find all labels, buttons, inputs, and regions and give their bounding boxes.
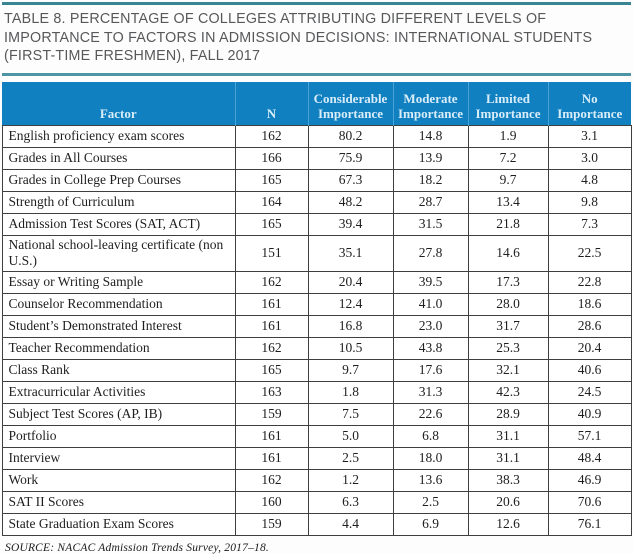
- moderate-importance-cell: 27.8: [393, 235, 468, 271]
- considerable-importance-cell: 4.4: [308, 513, 393, 535]
- considerable-importance-cell: 1.8: [308, 381, 393, 403]
- moderate-importance-cell: 43.8: [393, 337, 468, 359]
- no-importance-cell: 57.1: [548, 425, 631, 447]
- n-cell: 162: [235, 125, 308, 147]
- limited-importance-cell: 38.3: [468, 469, 548, 491]
- table-row: [2, 447, 631, 469]
- n-cell: 159: [235, 403, 308, 425]
- moderate-importance-cell: 17.6: [393, 359, 468, 381]
- factor-cell: Extracurricular Activities: [2, 381, 235, 403]
- admissions-factors-table: [2, 82, 632, 536]
- considerable-importance-cell: 16.8: [308, 315, 393, 337]
- no-importance-cell: 24.5: [548, 381, 631, 403]
- n-cell: 164: [235, 191, 308, 213]
- table-row: [2, 147, 631, 169]
- column-header-moderate-importance: Moderate Importance: [393, 82, 468, 126]
- moderate-importance-cell: 22.6: [393, 403, 468, 425]
- limited-importance-cell: 25.3: [468, 337, 548, 359]
- moderate-importance-cell: 41.0: [393, 293, 468, 315]
- factor-cell: National school-leaving certificate (non U.S.): [2, 235, 235, 271]
- header-row: [2, 82, 631, 126]
- table-row: [2, 469, 631, 491]
- considerable-importance-cell: 67.3: [308, 169, 393, 191]
- factor-cell: State Graduation Exam Scores: [2, 513, 235, 535]
- limited-importance-cell: 31.1: [468, 447, 548, 469]
- column-header-considerable-importance: Considerable Importance: [308, 82, 393, 126]
- limited-importance-cell: 9.7: [468, 169, 548, 191]
- factor-cell: Class Rank: [2, 359, 235, 381]
- n-cell: 161: [235, 293, 308, 315]
- no-importance-cell: 9.8: [548, 191, 631, 213]
- table-row: [2, 425, 631, 447]
- no-importance-cell: 46.9: [548, 469, 631, 491]
- limited-importance-cell: 31.7: [468, 315, 548, 337]
- factor-cell: Portfolio: [2, 425, 235, 447]
- table-row: [2, 191, 631, 213]
- considerable-importance-cell: 9.7: [308, 359, 393, 381]
- n-cell: 151: [235, 235, 308, 271]
- no-importance-cell: 3.1: [548, 125, 631, 147]
- factor-cell: English proficiency exam scores: [2, 125, 235, 147]
- column-header-factor: Factor: [2, 82, 235, 126]
- limited-importance-cell: 21.8: [468, 213, 548, 235]
- factor-cell: Strength of Curriculum: [2, 191, 235, 213]
- moderate-importance-cell: 23.0: [393, 315, 468, 337]
- considerable-importance-cell: 5.0: [308, 425, 393, 447]
- moderate-importance-cell: 6.8: [393, 425, 468, 447]
- factor-cell: SAT II Scores: [2, 491, 235, 513]
- no-importance-cell: 48.4: [548, 447, 631, 469]
- n-cell: 162: [235, 271, 308, 293]
- top-divider: [2, 2, 631, 5]
- table-row: [2, 315, 631, 337]
- considerable-importance-cell: 75.9: [308, 147, 393, 169]
- n-cell: 159: [235, 513, 308, 535]
- table-body: [2, 125, 631, 535]
- n-cell: 165: [235, 359, 308, 381]
- no-importance-cell: 18.6: [548, 293, 631, 315]
- title-divider: [2, 73, 631, 76]
- considerable-importance-cell: 6.3: [308, 491, 393, 513]
- moderate-importance-cell: 28.7: [393, 191, 468, 213]
- factor-cell: Teacher Recommendation: [2, 337, 235, 359]
- moderate-importance-cell: 39.5: [393, 271, 468, 293]
- no-importance-cell: 40.9: [548, 403, 631, 425]
- n-cell: 161: [235, 447, 308, 469]
- considerable-importance-cell: 2.5: [308, 447, 393, 469]
- factor-cell: Student’s Demonstrated Interest: [2, 315, 235, 337]
- n-cell: 166: [235, 147, 308, 169]
- limited-importance-cell: 17.3: [468, 271, 548, 293]
- n-cell: 165: [235, 213, 308, 235]
- limited-importance-cell: 28.0: [468, 293, 548, 315]
- considerable-importance-cell: 35.1: [308, 235, 393, 271]
- moderate-importance-cell: 18.2: [393, 169, 468, 191]
- no-importance-cell: 76.1: [548, 513, 631, 535]
- table-row: [2, 337, 631, 359]
- factor-cell: Essay or Writing Sample: [2, 271, 235, 293]
- column-header-limited-importance: Limited Importance: [468, 82, 548, 126]
- moderate-importance-cell: 31.3: [393, 381, 468, 403]
- moderate-importance-cell: 13.9: [393, 147, 468, 169]
- factor-cell: Grades in All Courses: [2, 147, 235, 169]
- no-importance-cell: 4.8: [548, 169, 631, 191]
- limited-importance-cell: 12.6: [468, 513, 548, 535]
- document-page: [0, 2, 633, 554]
- no-importance-cell: 7.3: [548, 213, 631, 235]
- factor-cell: Grades in College Prep Courses: [2, 169, 235, 191]
- moderate-importance-cell: 18.0: [393, 447, 468, 469]
- no-importance-cell: 20.4: [548, 337, 631, 359]
- no-importance-cell: 40.6: [548, 359, 631, 381]
- column-header-n: N: [235, 82, 308, 126]
- no-importance-cell: 28.6: [548, 315, 631, 337]
- no-importance-cell: 3.0: [548, 147, 631, 169]
- table-title: TABLE 8. PERCENTAGE OF COLLEGES ATTRIBUTING DIFFERENT LEVELS OF IMPORTANCE TO FACTORS IN ADMISSION DECISIONS: INTERNATIONAL STUDENTS (FIRST-TIME FRESHMEN), FALL 2017: [4, 11, 593, 64]
- limited-importance-cell: 20.6: [468, 491, 548, 513]
- factor-cell: Counselor Recommendation: [2, 293, 235, 315]
- considerable-importance-cell: 7.5: [308, 403, 393, 425]
- n-cell: 163: [235, 381, 308, 403]
- no-importance-cell: 70.6: [548, 491, 631, 513]
- table-row: [2, 169, 631, 191]
- limited-importance-cell: 7.2: [468, 147, 548, 169]
- table-row: [2, 213, 631, 235]
- table-row: [2, 235, 631, 271]
- considerable-importance-cell: 48.2: [308, 191, 393, 213]
- limited-importance-cell: 1.9: [468, 125, 548, 147]
- limited-importance-cell: 42.3: [468, 381, 548, 403]
- factor-cell: Interview: [2, 447, 235, 469]
- moderate-importance-cell: 13.6: [393, 469, 468, 491]
- table-row: [2, 513, 631, 535]
- column-header-no-importance: No Importance: [548, 82, 631, 126]
- table-row: [2, 403, 631, 425]
- table-row: [2, 125, 631, 147]
- considerable-importance-cell: 39.4: [308, 213, 393, 235]
- moderate-importance-cell: 2.5: [393, 491, 468, 513]
- table-row: [2, 293, 631, 315]
- n-cell: 161: [235, 315, 308, 337]
- moderate-importance-cell: 31.5: [393, 213, 468, 235]
- considerable-importance-cell: 80.2: [308, 125, 393, 147]
- considerable-importance-cell: 1.2: [308, 469, 393, 491]
- considerable-importance-cell: 20.4: [308, 271, 393, 293]
- moderate-importance-cell: 6.9: [393, 513, 468, 535]
- table-row: [2, 359, 631, 381]
- factor-cell: Work: [2, 469, 235, 491]
- limited-importance-cell: 31.1: [468, 425, 548, 447]
- limited-importance-cell: 28.9: [468, 403, 548, 425]
- table-row: [2, 271, 631, 293]
- source-note: SOURCE: NACAC Admission Trends Survey, 2017–18.: [5, 541, 270, 554]
- n-cell: 161: [235, 425, 308, 447]
- table-row: [2, 381, 631, 403]
- table-header: [2, 82, 631, 126]
- factor-cell: Subject Test Scores (AP, IB): [2, 403, 235, 425]
- moderate-importance-cell: 14.8: [393, 125, 468, 147]
- n-cell: 162: [235, 337, 308, 359]
- n-cell: 165: [235, 169, 308, 191]
- table-row: [2, 491, 631, 513]
- considerable-importance-cell: 10.5: [308, 337, 393, 359]
- no-importance-cell: 22.8: [548, 271, 631, 293]
- no-importance-cell: 22.5: [548, 235, 631, 271]
- n-cell: 162: [235, 469, 308, 491]
- n-cell: 160: [235, 491, 308, 513]
- limited-importance-cell: 32.1: [468, 359, 548, 381]
- limited-importance-cell: 13.4: [468, 191, 548, 213]
- considerable-importance-cell: 12.4: [308, 293, 393, 315]
- factor-cell: Admission Test Scores (SAT, ACT): [2, 213, 235, 235]
- limited-importance-cell: 14.6: [468, 235, 548, 271]
